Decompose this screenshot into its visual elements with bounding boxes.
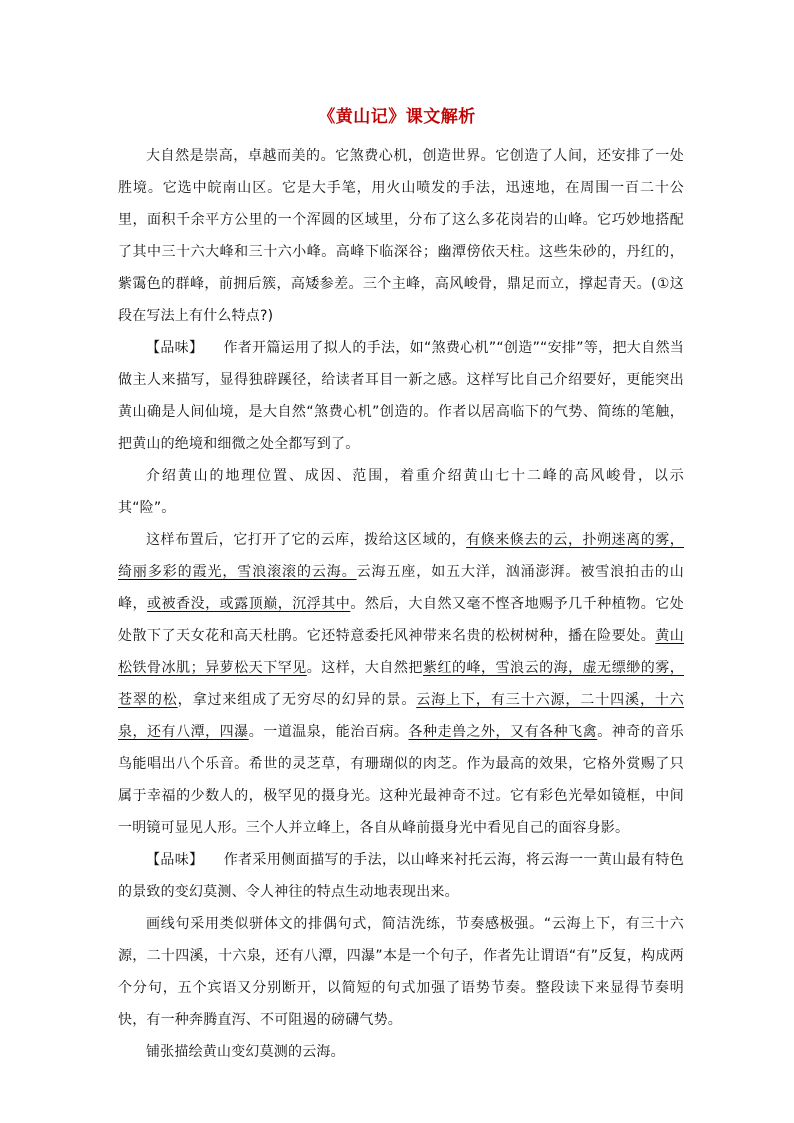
underlined-sentence: 紫红的峰，雪浪云的海，虚无缥缈的雾，苍翠的松 xyxy=(118,660,684,708)
paragraph-4-text: 云海五座，如五大洋，汹涌澎湃。被雪浪拍击的山峰， xyxy=(118,564,685,612)
paragraph-1: 大自然是崇高，卓越而美的。它煞费心机，创造世界。它创造了人间，还安排了一处胜境。它选中皖南山区。它是大手笔，用火山喷发的手法，迅速地，在周围一百二十公里，面积千余平方公里的一个浑圆的区域里，分布了这么多花岗岩的山峰。它巧妙地搭配了其中三十六大峰和三十六小峰。高峰下临深谷；幽潭傍依天柱。这些朱砂的，丹红的，紫霭色的群峰，前拥后簇，高矮参差。三个主峰，高风峻骨，鼎足而立，撑起青天。(①这段在写法上有什么特点?) xyxy=(118,148,684,324)
underlined-sentence: 各种走兽之外，又有各种飞禽 xyxy=(408,724,598,740)
paragraph-4-text: ，拿过来组成了无穷尽的幻异的景。 xyxy=(177,692,417,708)
document-title: 《黄山记》课文解析 xyxy=(318,107,476,127)
underlined-sentence: 黄山松铁骨冰肌；异萝松天下罕见 xyxy=(118,628,684,676)
paragraph-5-text: 作者采用侧面描写的手法，以山峰来衬托云海，将云海一一黄山最有特色的景致的变幻莫测、令人神往的特点生动地表现出来。 xyxy=(118,852,684,900)
paragraph-4-text: 。神奇的音乐鸟能唱出八个乐音。希世的灵芝草，有珊瑚似的肉芝。作为最高的效果，它格外赏赐了只属于幸福的少数人的，极罕见的摄身光。这种光最神奇不过。它有彩色光晕如镜框，中间一明镜可显见人形。三个人并立峰上，各自从峰前摄身光中看见自己的面容身影。 xyxy=(118,724,684,836)
paragraph-3: 介绍黄山的地理位置、成因、范围，着重介绍黄山七十二峰的高风峻骨，以示其“险”。 xyxy=(118,468,684,516)
paragraph-4-text: 这样布置后，它打开了它的云库，拨给这区域的， xyxy=(146,532,467,548)
paragraph-2 xyxy=(118,332,684,460)
pinwei-label: 【品味】 xyxy=(146,340,204,356)
paragraph-5 xyxy=(118,844,684,908)
underlined-sentence: 云海上下，有三十六源，二十四溪，十六泉，还有八潭，四瀑 xyxy=(118,692,684,740)
paragraph-6: 画线句采用类似骈体文的排偶句式，简洁洗练，节奏感极强。“云海上下，有三十六源，二十四溪，十六泉，还有八潭，四瀑”本是一个句子，作者先让谓语“有”反复，构成两个分句，五个宾语又分别断开，以简短的句式加强了语势节奏。整段读下来显得节奏明快，有一种奔腾直泻、不可阻遏的磅礴气势。 xyxy=(118,916,684,1028)
pinwei-label: 【品味】 xyxy=(146,852,204,868)
paragraph-4-text: 。这样，大自然把 xyxy=(306,660,423,676)
paragraph-4-text: 。一道温泉，能治百病。 xyxy=(248,724,409,740)
paragraph-4-text: 。然后，大自然又毫不悭吝地赐予几千种植物。它处处散下了天女花和高天杜鹃。它还特意委托风神带来名贵的松树树种，播在险要处。 xyxy=(118,596,684,644)
paragraph-2-text: 作者开篇运用了拟人的手法，如“煞费心机”“创造”“安排”等，把大自然当做主人来描写，显得独辟蹊径，给读者耳目一新之感。这样写比自己介绍要好，更能突出黄山确是人间仙境，是大自然“煞费心机”创造的。作者以居高临下的气势、简练的笔触，把黄山的绝境和细微之处全都写到了。 xyxy=(118,340,684,452)
paragraph-7: 铺张描绘黄山变幻莫测的云海。 xyxy=(146,1044,345,1060)
underlined-sentence: 或被香没，或露顶巅，沉浮其中 xyxy=(147,596,351,612)
underlined-sentence: 有倏来倏去的云，扑朔迷离的雾，绮丽多彩的霞光，雪浪滚滚的云海。 xyxy=(118,532,685,580)
document-body xyxy=(118,140,684,1068)
paragraph-4 xyxy=(118,524,684,844)
